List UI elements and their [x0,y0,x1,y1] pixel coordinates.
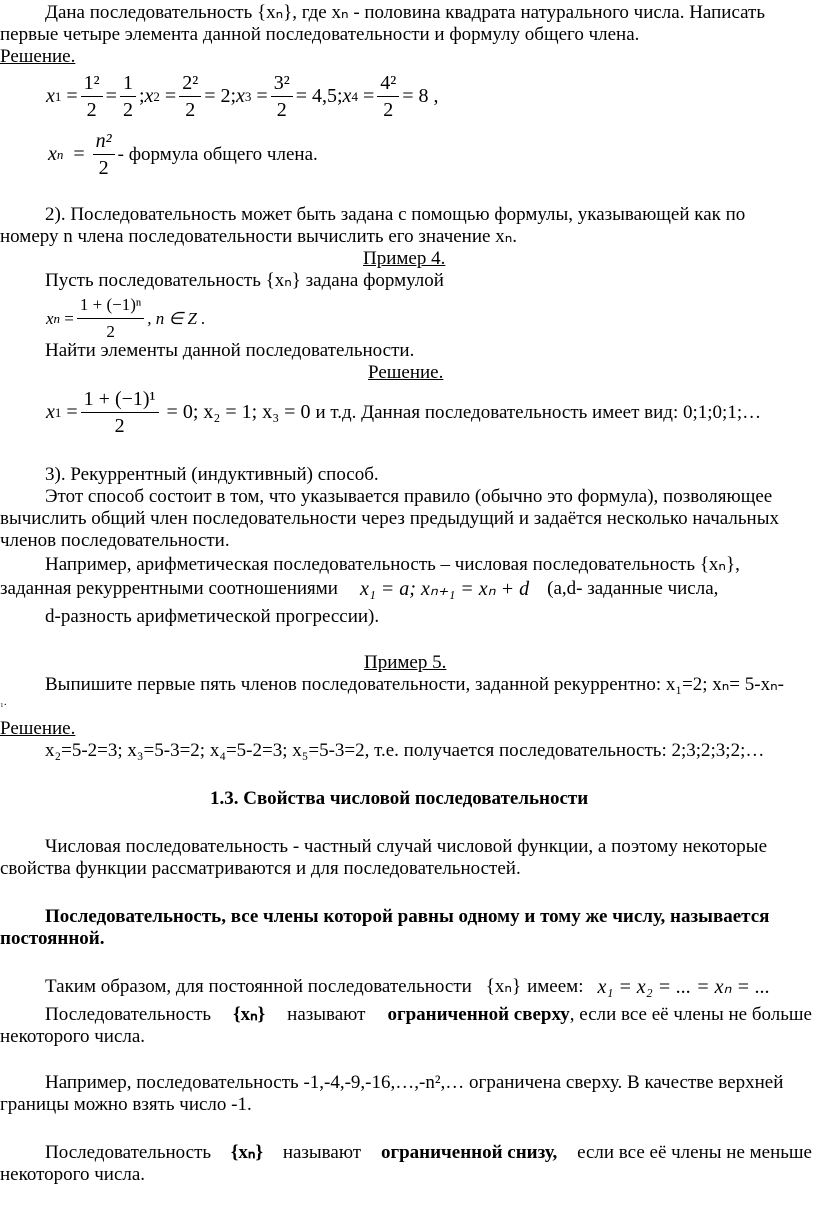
lower-bound-line1: Последовательность {xₙ} называют ограниченной снизу, если все её члены не меньше [45,1142,812,1163]
p1-solution-heading: Решение. [0,46,76,67]
p3-line7: d-разность арифметической прогрессии). [45,606,380,627]
p3-recurrence-eq: x₁ = a; xₙ₊₁ = xₙ + d [359,578,530,600]
p3-line4: членов последовательности. [0,530,230,551]
section-title: 1.3. Свойства числовой последовательности [210,788,589,809]
example-4-heading: Пример 4. [363,248,446,269]
constant-sequence-line: Таким образом, для постоянной последовательности {xₙ} имеем: x₁ = x₂ = ... = xₙ = ... [45,976,770,998]
section-intro2: свойства функции рассматриваются и для последовательностей. [0,858,521,879]
p1-equation-elements: x 1 = $\frac{\text{1²}}{2}$ = $\frac{1}{2}$ ; x 2 = $\frac{\text{2²}}{2}$ = 2 ; x 3 = $\frac{\text{3²}}{2}$ = 4,5 ; x 4 = $\frac{\text{4²}}{2}$ = 8 , [46,72,439,121]
upper-bound-line1: Последовательность {xₙ} называют ограниченной сверху, если все её члены не больше [45,1004,812,1025]
section-intro1: Числовая последовательность - частный случай числовой функции, а поэтому некоторые [45,836,767,857]
p2-formula: x n = $\frac{\text{1 + (−1)ⁿ}}{2}$ , n ∈ Z . [46,292,206,345]
p2-solution-equation: x 1 = $\frac{\text{1 + (−1)¹}}{2}$ = 0; x₂ = 1; x₃ = 0 и т.д. Данная последовательность имеет вид: 0;1;0;1;… [46,388,762,437]
p2-solution-heading: Решение. [368,362,444,383]
p2-find: Найти элементы данной последовательности. [45,340,415,361]
upper-bound-line2: некоторого числа. [0,1026,146,1047]
p2-line1: 2). Последовательность может быть задана с помощью формулы, указывающей как по [45,204,746,225]
p1-line1: Дана последовательность {xₙ}, где xₙ - половина квадрата натурального числа. Написать [45,2,766,23]
constant-sequence-eq: x₁ = x₂ = ... = xₙ = ... [597,976,770,998]
p3-line3: вычислить общий член последовательности через предыдущий и задаётся несколько начальных [0,508,779,529]
example-5-heading: Пример 5. [364,652,447,673]
lower-bound-line2: некоторого числа. [0,1164,146,1185]
p3-line1: 3). Рекуррентный (индуктивный) способ. [45,464,379,485]
example-upper-bound-1: Например, последовательность -1,-4,-9,-16,…,-n²,… ограничена сверху. В качестве верхней [45,1072,784,1093]
p3-line2: Этот способ состоит в том, что указывается правило (обычно это формула), позволяющее [45,486,773,507]
p2-given: Пусть последовательность {xₙ} задана формулой [45,270,444,291]
p3-line6: заданная рекуррентными соотношениями x₁ = a; xₙ₊₁ = xₙ + d (a,d- заданные числа, [0,578,719,600]
p1-general-term: x n = $\frac{\text{n²}}{2}$ - формула общего члена. [48,130,318,179]
p3-task: Выпишите первые пять членов последовательности, заданной рекуррентно: x₁=2; xₙ= 5-xₙ- [45,674,784,695]
section-def2: постоянной. [0,928,105,949]
example-upper-bound-2: границы можно взять число -1. [0,1094,252,1115]
p1-line2: первые четыре элемента данной последовательности и формулу общего члена. [0,24,640,45]
section-def1: Последовательность, все члены которой равны одному и тому же числу, называется [45,906,770,927]
p3-task-tail: ₁. [0,696,7,708]
p3-line5: Например, арифметическая последовательность – числовая последовательность {xₙ}, [45,554,740,575]
p3-solution-heading: Решение. [0,718,76,739]
p2-line2: номеру n члена последовательности вычислить его значение xₙ. [0,226,518,247]
p3-answer: x₂=5-2=3; x₃=5-3=2; x₄=5-2=3; x₅=5-3=2, т.е. получается последовательность: 2;3;2;3;2;… [45,740,765,761]
x1-numerator: 1² [81,70,103,97]
